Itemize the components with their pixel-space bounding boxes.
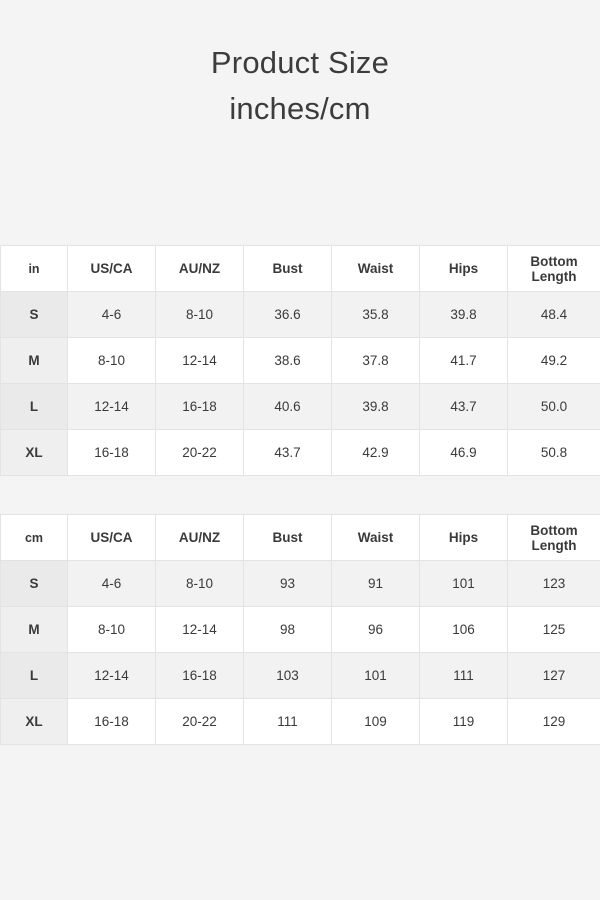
cell-bust: 111	[244, 699, 332, 745]
header-bottom-length-line-2: Length	[531, 268, 577, 284]
cell-us-ca: 4-6	[68, 292, 156, 338]
row-size-label: XL	[1, 699, 68, 745]
cell-us-ca: 12-14	[68, 384, 156, 430]
cell-waist: 35.8	[332, 292, 420, 338]
header-bottom-length	[508, 515, 600, 561]
table-row	[1, 292, 600, 338]
header-unit: cm	[1, 515, 68, 561]
cell-hips: 111	[420, 653, 508, 699]
page-title-line-1: Product Size	[210, 45, 390, 80]
table-row	[1, 699, 600, 745]
header-bust: Bust	[244, 515, 332, 561]
table-row	[1, 607, 600, 653]
cell-bust: 93	[244, 561, 332, 607]
header-us-ca: US/CA	[68, 246, 156, 292]
header-hips: Hips	[420, 515, 508, 561]
cell-us-ca: 16-18	[68, 430, 156, 476]
table-row	[1, 561, 600, 607]
cell-au-nz: 16-18	[156, 384, 244, 430]
cell-waist: 91	[332, 561, 420, 607]
table-row	[1, 653, 600, 699]
cell-bottom-length: 50.0	[508, 384, 600, 430]
cell-au-nz: 12-14	[156, 338, 244, 384]
page-title	[0, 0, 600, 132]
cell-bottom-length: 123	[508, 561, 600, 607]
cell-bottom-length: 49.2	[508, 338, 600, 384]
cell-au-nz: 8-10	[156, 561, 244, 607]
cell-hips: 119	[420, 699, 508, 745]
cell-us-ca: 16-18	[68, 699, 156, 745]
row-size-label: L	[1, 384, 68, 430]
cell-bust: 98	[244, 607, 332, 653]
cell-hips: 39.8	[420, 292, 508, 338]
header-bottom-length-line-2: Length	[531, 537, 577, 553]
row-size-label: S	[1, 561, 68, 607]
row-size-label: M	[1, 338, 68, 384]
header-au-nz: AU/NZ	[156, 246, 244, 292]
table-row	[1, 384, 600, 430]
cell-bottom-length: 125	[508, 607, 600, 653]
cell-au-nz: 16-18	[156, 653, 244, 699]
row-size-label: L	[1, 653, 68, 699]
size-table-inches-body	[1, 292, 600, 476]
cell-us-ca: 4-6	[68, 561, 156, 607]
header-bottom-length-line-1: Bottom	[530, 522, 578, 538]
cell-au-nz: 20-22	[156, 430, 244, 476]
size-table-centimeters-header	[1, 515, 600, 561]
size-table-centimeters-body	[1, 561, 600, 745]
size-table-inches-header	[1, 246, 600, 292]
header-bust: Bust	[244, 246, 332, 292]
row-size-label: M	[1, 607, 68, 653]
cell-hips: 46.9	[420, 430, 508, 476]
header-bottom-length	[508, 246, 600, 292]
cell-waist: 109	[332, 699, 420, 745]
table-row	[1, 338, 600, 384]
header-unit: in	[1, 246, 68, 292]
cell-hips: 43.7	[420, 384, 508, 430]
cell-au-nz: 8-10	[156, 292, 244, 338]
cell-bust: 36.6	[244, 292, 332, 338]
cell-hips: 41.7	[420, 338, 508, 384]
header-waist: Waist	[332, 246, 420, 292]
cell-bottom-length: 129	[508, 699, 600, 745]
cell-waist: 96	[332, 607, 420, 653]
row-size-label: S	[1, 292, 68, 338]
header-row	[1, 515, 600, 561]
size-table-inches	[0, 245, 600, 476]
page-title-line-2: inches/cm	[229, 91, 371, 126]
cell-au-nz: 20-22	[156, 699, 244, 745]
header-bottom-length-line-1: Bottom	[530, 253, 578, 269]
size-table-centimeters	[0, 514, 600, 745]
cell-bust: 43.7	[244, 430, 332, 476]
row-size-label: XL	[1, 430, 68, 476]
cell-bottom-length: 48.4	[508, 292, 600, 338]
cell-bust: 38.6	[244, 338, 332, 384]
header-us-ca: US/CA	[68, 515, 156, 561]
cell-waist: 42.9	[332, 430, 420, 476]
header-row	[1, 246, 600, 292]
cell-waist: 39.8	[332, 384, 420, 430]
header-au-nz: AU/NZ	[156, 515, 244, 561]
cell-hips: 101	[420, 561, 508, 607]
cell-bust: 103	[244, 653, 332, 699]
table-row	[1, 430, 600, 476]
cell-bust: 40.6	[244, 384, 332, 430]
cell-us-ca: 8-10	[68, 607, 156, 653]
cell-hips: 106	[420, 607, 508, 653]
cell-waist: 37.8	[332, 338, 420, 384]
header-waist: Waist	[332, 515, 420, 561]
size-tables	[0, 245, 600, 745]
cell-au-nz: 12-14	[156, 607, 244, 653]
cell-us-ca: 8-10	[68, 338, 156, 384]
header-hips: Hips	[420, 246, 508, 292]
cell-us-ca: 12-14	[68, 653, 156, 699]
cell-waist: 101	[332, 653, 420, 699]
cell-bottom-length: 127	[508, 653, 600, 699]
cell-bottom-length: 50.8	[508, 430, 600, 476]
